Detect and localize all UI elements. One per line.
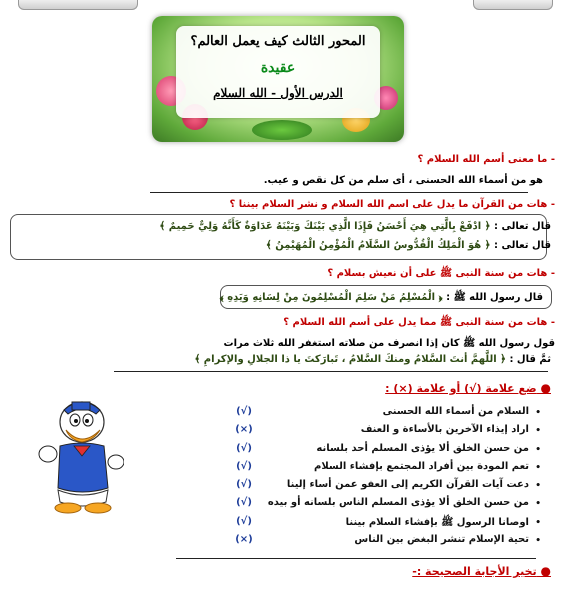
verse-2-intro: قال تعالى : bbox=[494, 240, 551, 251]
bullet-icon: ● bbox=[540, 564, 551, 578]
hadith-2-line1: قول رسول الله ﷺ كان إذا انصرف من صلاته استغفر الله ثلاث مرات bbox=[223, 338, 555, 349]
statement-item bbox=[229, 406, 541, 424]
list-bullet-icon: • bbox=[535, 499, 541, 510]
answer-mark: (×) bbox=[235, 424, 253, 436]
true-false-list bbox=[229, 406, 541, 552]
hadith-2-intro: ثمَّ قال : bbox=[509, 354, 551, 365]
hadith-2-text: ﴿ اللَّهمَّ أنتَ السَّلامُ ومنكَ السَّلامُ ، تَبارَكتَ يا ذا الجلالِ والإكرامِ ﴾ bbox=[194, 354, 506, 365]
statement-text: السلام من أسماء الله الحسنى bbox=[382, 406, 529, 417]
true-false-marks bbox=[234, 406, 254, 552]
divider bbox=[114, 371, 548, 372]
verse-1 bbox=[159, 221, 551, 232]
hadith-1-intro: قال رسول الله ﷺ : bbox=[446, 292, 543, 303]
hadith-1-text: ﴿ الْمُسْلِمُ مَنْ سَلِمَ الْمُسْلِمُونَ مِنْ لِسَانِهِ وَيَدِهِ ﴾ bbox=[219, 292, 443, 303]
list-bullet-icon: • bbox=[535, 517, 541, 528]
list-bullet-icon: • bbox=[535, 444, 541, 455]
answer-mark: (×) bbox=[235, 534, 253, 546]
banner-title: المحور الثالث كيف يعمل العالم؟ bbox=[190, 34, 366, 49]
list-bullet-icon: • bbox=[535, 481, 541, 492]
question-2: - هات من القرآن ما يدل على اسم الله السلام و نشر السلام بيننا ؟ bbox=[229, 199, 555, 210]
hadith-2-line2 bbox=[194, 354, 551, 365]
statement-text: من حسن الخلق ألا يؤذى المسلم الناس بلسانه أو بيده bbox=[267, 497, 529, 509]
statement-item bbox=[229, 424, 541, 442]
statement-text: اراد إيذاء الآخرين بالأساءة و العنف bbox=[360, 424, 529, 436]
verse-1-intro: قال تعالى : bbox=[494, 221, 551, 232]
answer-mark: (√) bbox=[236, 406, 252, 417]
statement-item bbox=[229, 479, 541, 497]
hadith-1 bbox=[220, 291, 543, 305]
statement-item bbox=[229, 534, 541, 552]
verse-2-text: ﴿ هُوَ الْمَلِكُ الْقُدُّوسُ السَّلَامُ الْمُؤْمِنُ الْمُهَيْمِنُ ﴾ bbox=[265, 240, 491, 251]
banner-subject: عقيدة bbox=[260, 60, 296, 76]
statement-item bbox=[229, 497, 541, 515]
statement-text: تحية الإسلام تنشر البغض بين الناس bbox=[354, 534, 529, 546]
divider bbox=[176, 558, 536, 559]
list-bullet-icon: • bbox=[535, 462, 541, 473]
banner-lesson: الدرس الأول - الله السلام bbox=[213, 86, 343, 100]
statement-item bbox=[229, 460, 541, 479]
statement-item bbox=[229, 442, 541, 461]
bullet-icon: ● bbox=[540, 381, 551, 395]
statement-text: دعت آيات القرآن الكريم إلى العفو عمن أساء إلينا bbox=[286, 479, 529, 491]
answer-mark: (√) bbox=[236, 460, 252, 472]
section-2-title bbox=[412, 564, 551, 578]
answer-mark: (√) bbox=[236, 479, 252, 491]
question-1: - ما معنى أسم الله السلام ؟ bbox=[417, 154, 555, 165]
statement-text: اوصانا الرسول ﷺ بإفشاء السلام بيننا bbox=[345, 516, 529, 528]
section-1-title bbox=[385, 381, 551, 395]
section-2-title-text: تخير الأجابة الصحيحة :- bbox=[412, 565, 537, 578]
answer-mark: (√) bbox=[236, 497, 252, 509]
list-bullet-icon: • bbox=[535, 408, 541, 418]
section-1-title-text: ضع علامة (√) أو علامة (×) : bbox=[385, 382, 537, 395]
donald-duck-illustration bbox=[38, 396, 124, 514]
top-tab-right bbox=[473, 0, 553, 10]
answer-mark: (√) bbox=[236, 442, 252, 454]
answer-1: هو من أسماء الله الحسنى ، أى سلم من كل نقص و عيب. bbox=[263, 175, 543, 186]
lesson-banner bbox=[152, 16, 404, 142]
question-4: - هات من سنة النبى ﷺ مما يدل على أسم الله السلام ؟ bbox=[283, 317, 555, 328]
question-3: - هات من سنة النبى ﷺ على أن نعيش بسلام ؟ bbox=[327, 268, 555, 279]
statement-item bbox=[229, 516, 541, 534]
list-bullet-icon: • bbox=[535, 426, 541, 437]
leaves-decoration bbox=[252, 120, 312, 140]
verse-2 bbox=[266, 240, 551, 251]
divider bbox=[150, 192, 528, 193]
top-tab-left bbox=[18, 0, 138, 10]
statement-text: تعم المودة بين أفراد المجتمع بإفشاء السلام bbox=[313, 460, 529, 472]
list-bullet-icon: • bbox=[535, 536, 541, 547]
answer-mark: (√) bbox=[236, 515, 252, 527]
verse-1-text: ﴿ ادْفَعْ بِالَّتِي هِيَ أَحْسَنُ فَإِذَا الَّذِي بَيْنَكَ وَبَيْنَهُ عَدَاوَةٌ كَأَنَّهُ وَلِيٌّ حَمِيمٌ ﴾ bbox=[159, 221, 491, 232]
statement-text: من حسن الخلق ألا يؤذى المسلم أحد بلسانه bbox=[316, 442, 529, 454]
